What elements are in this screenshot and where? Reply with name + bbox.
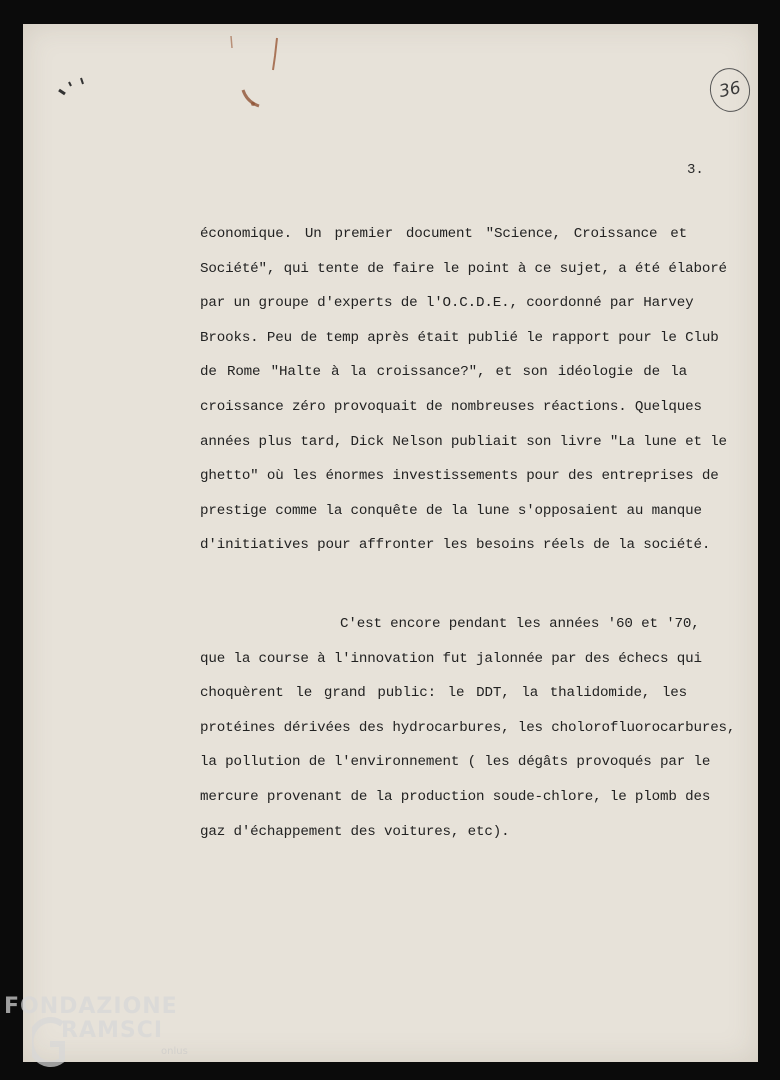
text-line: Société", qui tente de faire le point à ce sujet, a été élaboré [200, 260, 727, 277]
text-line: mercure provenant de la production soude-chlore, le plomb des [200, 788, 711, 805]
watermark-line1: FONDAZIONE [4, 994, 178, 1019]
rust-stain [223, 30, 303, 120]
text-line: gaz d'échappement des voitures, etc). [200, 823, 510, 840]
archive-number-stamp [706, 64, 754, 115]
text-line: la pollution de l'environnement ( les dégâts provoqués par le [200, 754, 711, 771]
ink-mark [57, 76, 97, 116]
fondazione-gramsci-watermark [4, 994, 204, 1074]
page-number: 3. [687, 162, 704, 178]
watermark-line2: RAMSCI [61, 1018, 164, 1043]
text-line: ghetto" où les énormes investissements pour des entreprises de [200, 468, 719, 485]
text-line: croissance zéro provoquait de nombreuses réactions. Quelques [200, 398, 702, 415]
text-line: Brooks. Peu de temp après était publié le rapport pour le Club [200, 329, 719, 346]
text-line: par un groupe d'experts de l'O.C.D.E., coordonné par Harvey [200, 295, 694, 312]
watermark-sub: onlus [161, 1046, 188, 1057]
paragraph-1 [200, 217, 727, 563]
text-line: protéines dérivées des hydrocarbures, les cholorofluorocarbures, [200, 719, 736, 736]
text-line: de Rome "Halte à la croissance?", et son idéologie de la [200, 364, 687, 381]
text-line: d'initiatives pour affronter les besoins réels de la société. [200, 537, 711, 554]
text-line: que la course à l'innovation fut jalonnée par des échecs qui [200, 650, 702, 667]
text-line: années plus tard, Dick Nelson publiait son livre "La lune et le [200, 433, 727, 450]
text-line: économique. Un premier document "Science, Croissance et [200, 226, 687, 242]
text-line: choquèrent le grand public: le DDT, la thalidomide, les [200, 685, 687, 702]
text-line: prestige comme la conquête de la lune s'opposaient au manque [200, 502, 702, 519]
archive-number: 36 [717, 77, 743, 103]
text-line: C'est encore pendant les années '60 et '70, [340, 616, 700, 632]
paragraph-2 [200, 607, 736, 849]
